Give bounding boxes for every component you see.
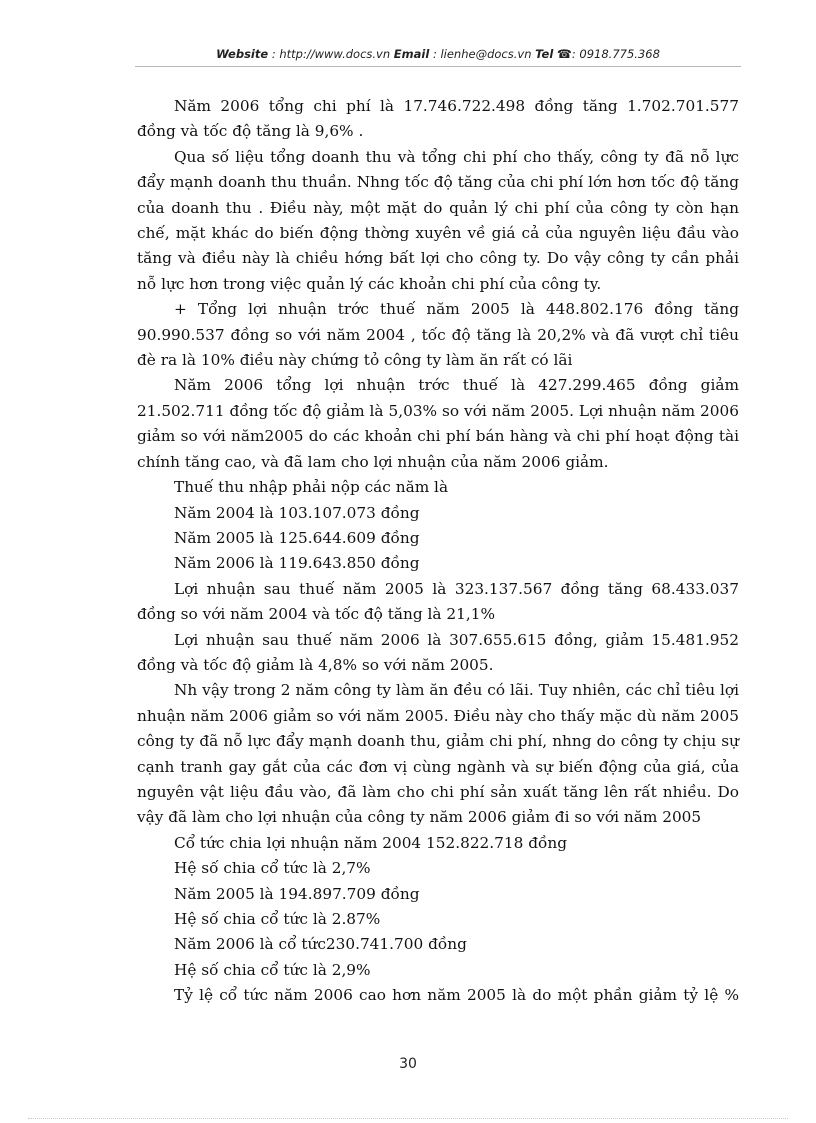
paragraph: Nh vậy trong 2 năm công ty làm ăn đều có lãi. Tuy nhiên, các chỉ tiêu lợi nhuận năm 2006 giảm so với năm 2005. Điều này cho thấy mặc dù năm 2005 công ty đã nỗ lực đẩy mạnh doanh thu, giảm chi phí, nhng do công ty chịu sự cạnh tranh gay gắt của các đơn vị cùng ngành và sự biến động của giá, của nguyên vật liệu đầu vào, đã làm cho chi phí sản xuất tăng lên rất nhiều. Do vậy đã làm cho lợi nhuận của công ty năm 2006 giảm đi so với năm 2005 [137,681,739,827]
paragraph: Năm 2005 là 125.644.609 đồng [174,528,420,547]
paragraph: Thuế thu nhập phải nộp các năm là [174,478,449,497]
page-header [135,47,741,61]
paragraph: Năm 2006 tổng lợi nhuận trớc thuế là 427.299.465 đồng giảm 21.502.711 đồng tốc độ giảm là 5,03% so với năm 2005. Lợi nhuận năm 2006 giảm so với năm2005 do các khoản chi phí bán hàng và chi phí hoạt động tài chính tăng cao, và đã lam cho lợi nhuận của năm 2006 giảm. [137,376,739,471]
paragraph: Năm 2005 là 194.897.709 đồng [174,884,420,903]
footer-divider [28,1118,788,1119]
email-label: Email [393,47,430,61]
paragraph: Qua số liệu tổng doanh thu và tổng chi phí cho thấy, công ty đã nỗ lực đẩy mạnh doanh thu thuần. Nhng tốc độ tăng của chi phí lớn hơn tốc độ tăng của doanh thu . Điều này, một mặt do quản lý chi phí của công ty còn hạn chế, mặt khác do biến động thờng xuyên về giá cả của nguyên liệu đầu vào tăng và điều này là chiều hớng bất lợi cho công ty. Do vậy công ty cần phải nỗ lực hơn trong việc quản lý các khoản chi phí của công ty. [137,147,739,293]
paragraph: + Tổng lợi nhuận trớc thuế năm 2005 là 448.802.176 đồng tăng 90.990.537 đồng so với năm 2004 , tốc độ tăng là 20,2% và đã vượt chỉ tiêu đè ra là 10% điều này chứng tỏ công ty làm ăn rất có lãi [137,300,739,370]
paragraph: Năm 2006 tổng chi phí là 17.746.722.498 đồng tăng 1.702.701.577 đồng và tốc độ tăng là 9,6% . [137,97,739,141]
website-url[interactable]: : http://www.docs.vn [271,47,391,61]
tel-label: Tel [535,47,554,61]
phone-icon: ☎ [556,47,572,61]
paragraph: Hệ số chia cổ tức là 2,7% [174,859,371,878]
paragraph: Tỷ lệ cổ tức năm 2006 cao hơn năm 2005 là do một phần giảm tỷ lệ % [174,986,739,1005]
document-body [137,94,739,1009]
tel-value: : 0918.775.368 [571,47,660,61]
website-label: Website [216,47,269,61]
paragraph: Hệ số chia cổ tức là 2,9% [174,960,371,979]
paragraph: Năm 2006 là 119.643.850 đồng [174,554,420,573]
paragraph: Năm 2006 là cổ tức230.741.700 đồng [174,935,467,954]
header-divider [135,66,741,67]
paragraph: Năm 2004 là 103.107.073 đồng [174,503,420,522]
page-number: 30 [399,1056,417,1072]
paragraph: Cổ tức chia lợi nhuận năm 2004 152.822.718 đồng [174,833,567,852]
email-value[interactable]: : lienhe@docs.vn [432,47,532,61]
paragraph: Lợi nhuận sau thuế năm 2006 là 307.655.615 đồng, giảm 15.481.952 đồng và tốc độ giảm là 4,8% so với năm 2005. [137,630,739,674]
paragraph: Lợi nhuận sau thuế năm 2005 là 323.137.567 đồng tăng 68.433.037 đồng so với năm 2004 và tốc độ tăng là 21,1% [137,579,739,624]
paragraph: Hệ số chia cổ tức là 2.87% [174,910,381,928]
